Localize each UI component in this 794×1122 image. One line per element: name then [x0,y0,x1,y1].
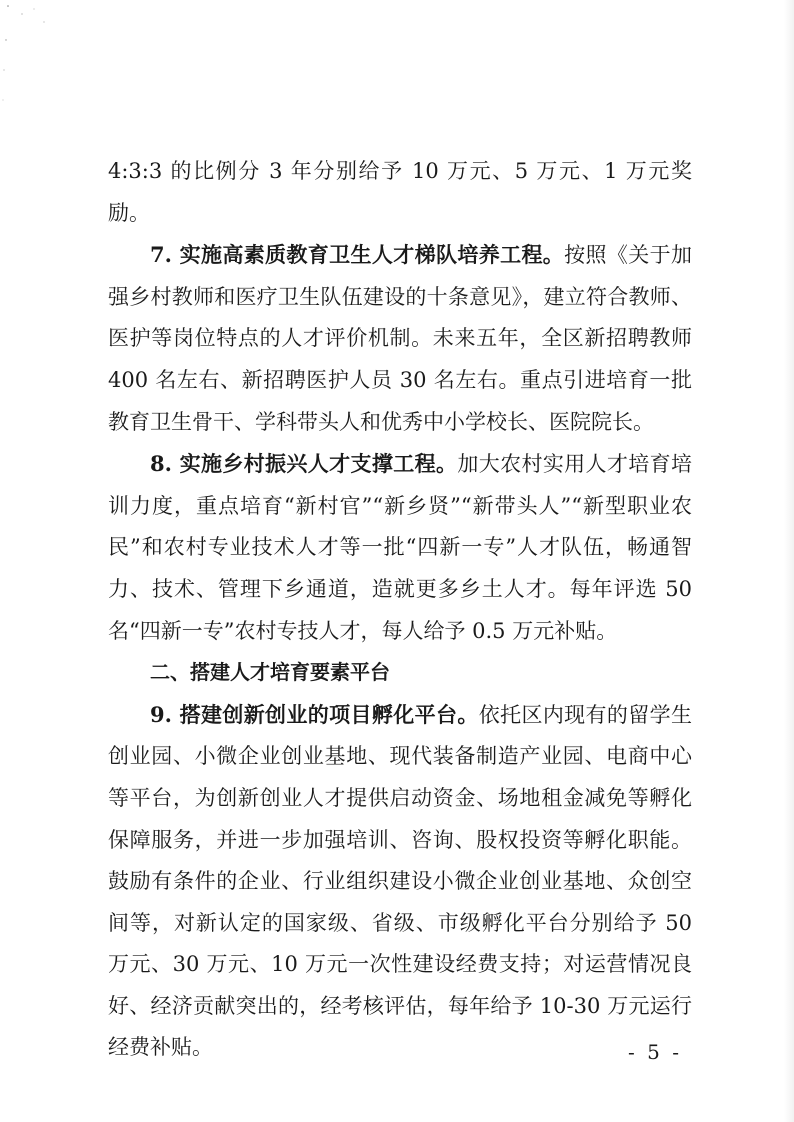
scan-specks [0,0,80,120]
paragraph-item-9 [108,694,692,1069]
paragraph-lead: 8. 实施乡村振兴人才支撑工程。 [150,451,458,477]
paragraph-text: 4:3:3 的比例分 3 年分别给予 10 万元、5 万元、1 万元奖励。 [108,159,692,225]
paragraph-lead: 7. 实施高素质教育卫生人才梯队培养工程。 [150,242,565,268]
paragraph-text: 依托区内现有的留学生创业园、小微企业创业基地、现代装备制造产业园、电商中心等平台，为创新创业人才提供启动资金、场地租金减免等孵化保障服务，并进一步加强培训、咨询、股权投资等孵化职能。鼓励有条件的企业、行业组织建设小微企业创业基地、众创空间等，对新认定的国家级、省级、市级孵化平台分别给予 50 万元、30 万元、10 万元一次性建设经费支持；对运营情况良好、经济贡献突出的，经考核评估，每年给予 10-30 万元运行经费补贴。 [108,702,693,1060]
document-body [108,150,692,1069]
paragraph-text: 加大农村实用人才培育培训力度，重点培育“新村官”“新乡贤”“新带头人”“新型职业农民”和农村专业技术人才等一批“四新一专”人才队伍，畅通智力、技术、管理下乡通道，造就更多乡土人才。每年评选 50 名“四新一专”农村专技人才，每人给予 0.5 万元补贴。 [108,452,693,643]
page-number: - 5 - [628,1040,682,1064]
paragraph-item-7 [108,234,692,443]
paragraph-item-8 [108,443,692,652]
paragraph-1 [108,150,692,234]
scan-edge-shadow [784,0,794,1122]
paragraph-text: 按照《关于加强乡村教师和医疗卫生队伍建设的十条意见》，建立符合教师、医护等岗位特点的人才评价机制。未来五年，全区新招聘教师 400 名左右、新招聘医护人员 30 名左右。重点引进培育一批教育卫生骨干、学科带头人和优秀中小学校长、医院院长。 [108,243,692,434]
section-heading: 二、搭建人才培育要素平台 [150,660,390,685]
paragraph-lead: 9. 搭建创新创业的项目孵化平台。 [150,701,479,727]
